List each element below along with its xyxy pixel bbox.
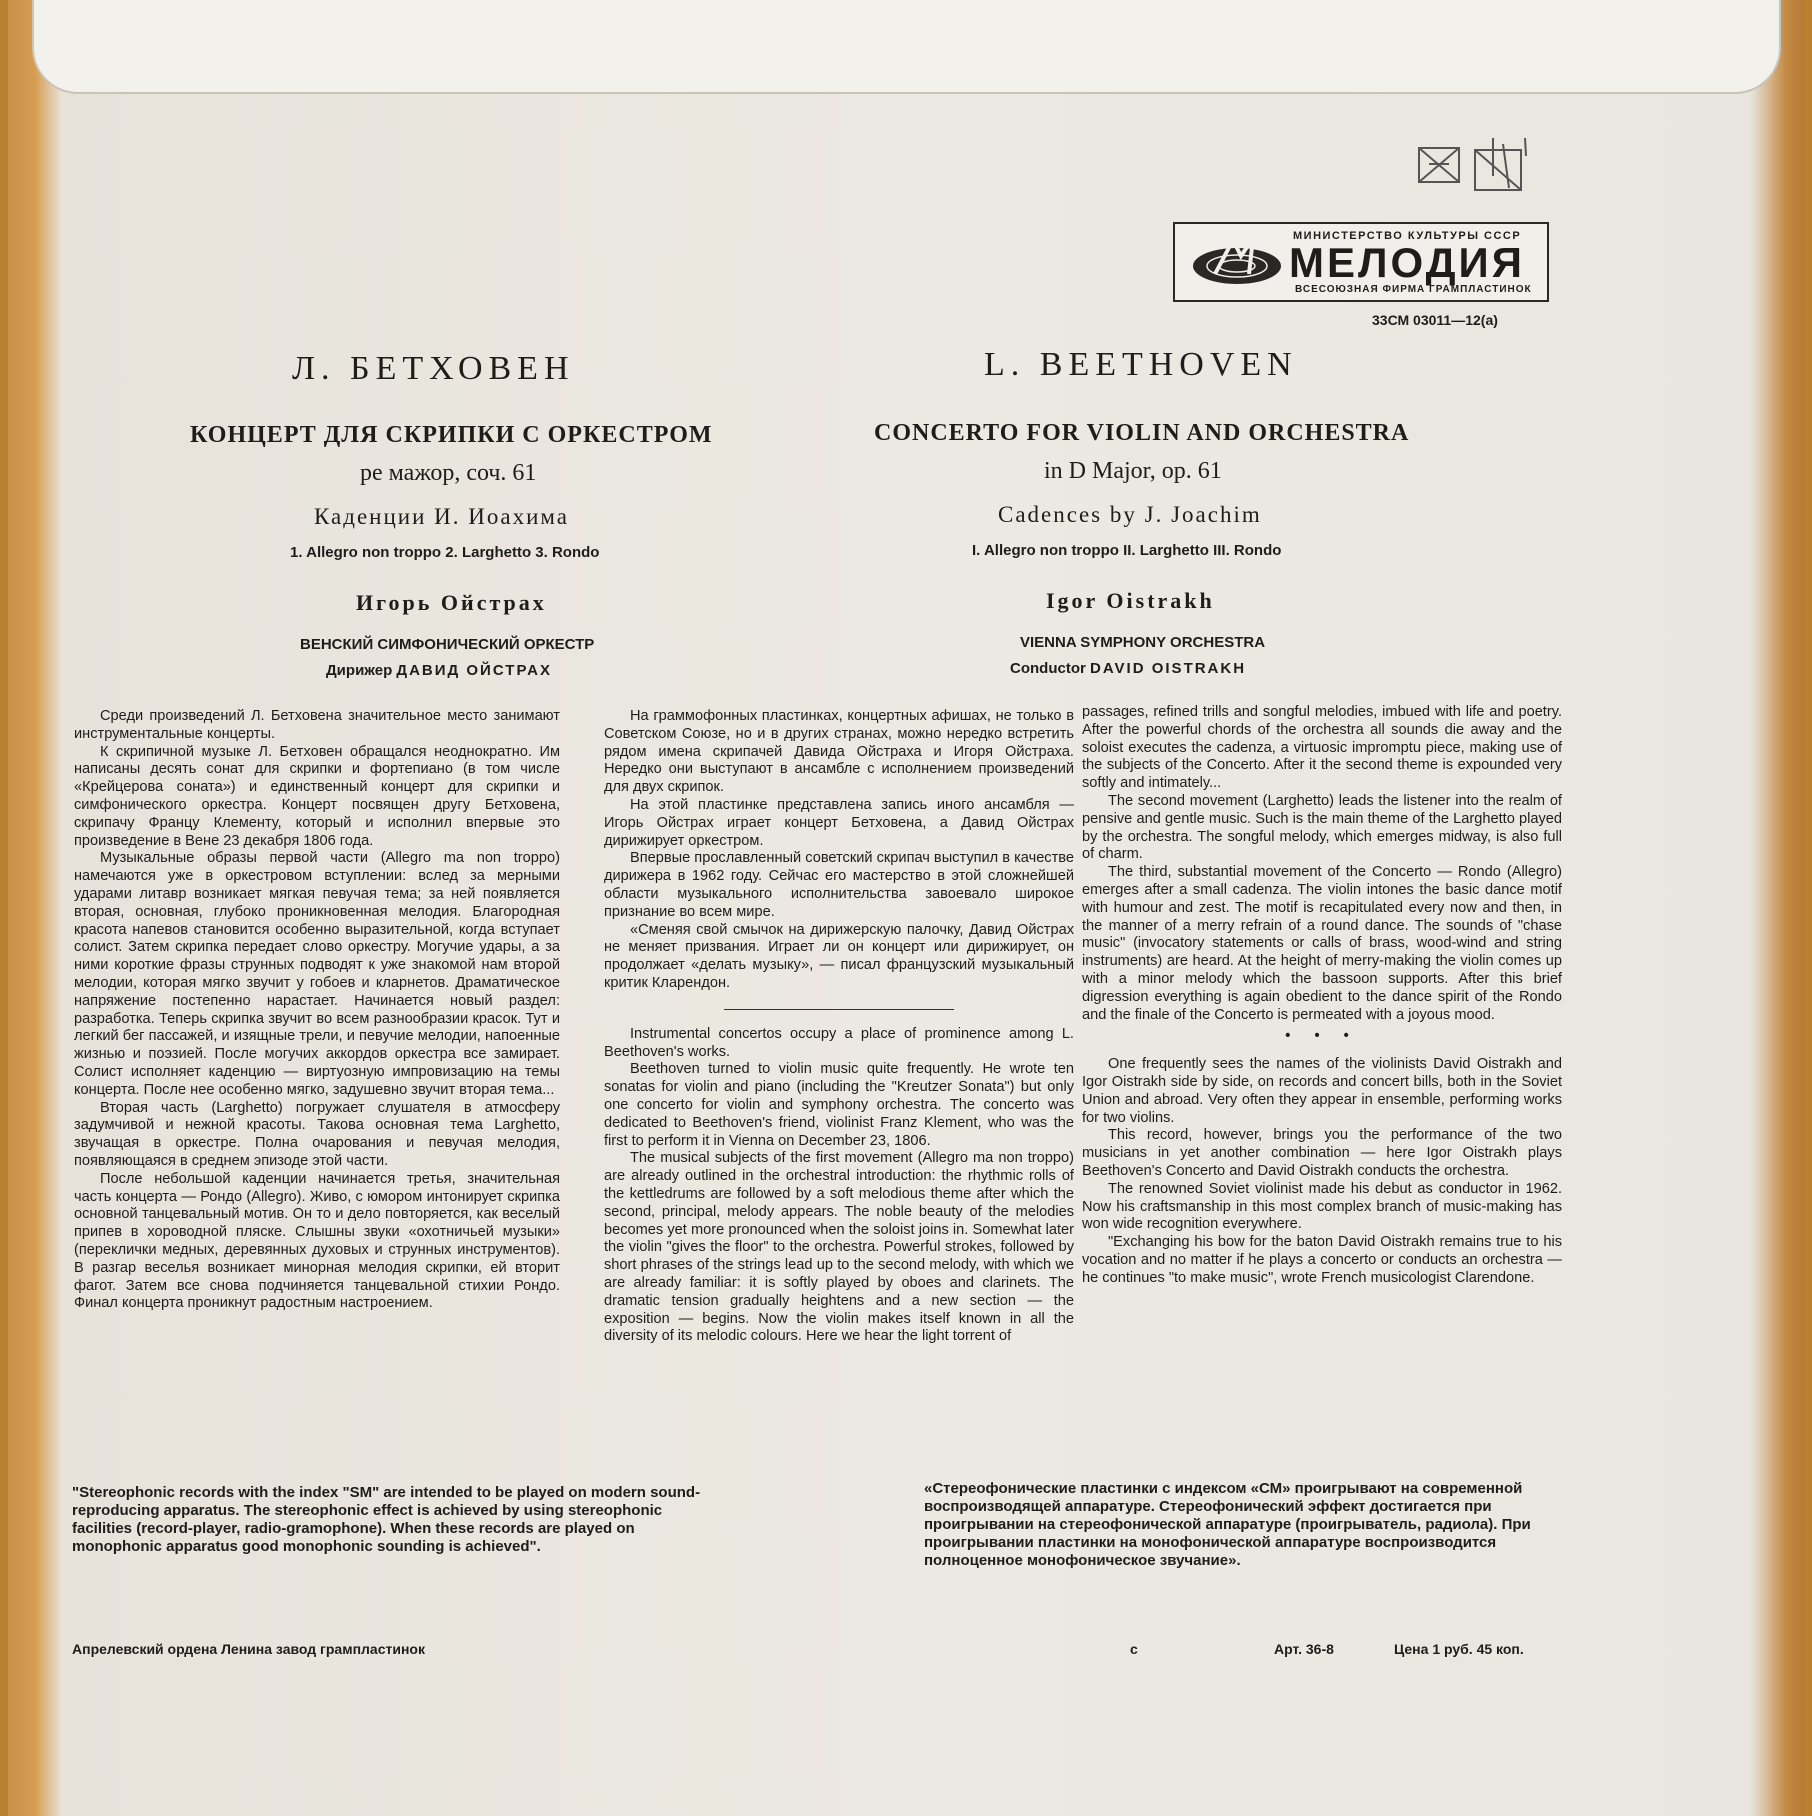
melodiya-logo — [1173, 222, 1549, 302]
paragraph: This record, however, brings you the performance of the two musicians in yet another combination — here Igor Oistrakh plays Beethoven's Concerto and David Oistrakh conducts the orchestra. — [1082, 1127, 1562, 1179]
paragraph: Музыкальные образы первой части (Allegro ma non troppo) намечаются уже в оркестровом вступлении: вслед за мерными ударами литавр возникает мягкая певучая тема; за ней появляется вторая, основная, глубоко проникновенная мелодия. Благородная красота напевов становится особенно выразительной, когда вступает солист. Затем скрипка передает слово оркестру. Могучие удары, а за ними короткие фразы струнных подводят к уже знакомой нам второй мелодии, которая мягко звучит у гобоев и кларнетов. Драматическое напряжение постепенно нарастает. Начинается новый раздел: разработка. Теперь скрипка звучит во всем разнообразии красок. Тут и легкий бег пассажей, и изящные трели, и певучие мелодии, напоенные жизнью и поэзией. После могучих аккордов оркестра все замирает. Солист исполняет каденцию — виртуозную импровизацию на темы концерта. После нее особенно мягко, задушевно звучит вторая тема... — [74, 850, 560, 1098]
composer-en: L. BEETHOVEN — [984, 346, 1298, 383]
article-number: Арт. 36-8 — [1274, 1641, 1334, 1657]
notes-column-ru-1 — [74, 708, 560, 1313]
melodiya-record-icon — [1187, 234, 1283, 290]
conductor-name-en: DAVID OISTRAKH — [1090, 660, 1247, 677]
orchestra-ru: ВЕНСКИЙ СИМФОНИЧЕСКИЙ ОРКЕСТР — [300, 636, 595, 653]
work-key-ru: ре мажор, соч. 61 — [360, 460, 537, 486]
notes-column-2 — [604, 708, 1074, 1346]
paragraph: К скрипичной музыке Л. Бетховен обращался неоднократно. Им написаны десять сонат для скрипки и фортепиано (в том числе «Крейцерова соната») и единственный концерт для скрипки и симфонического оркестра. Концерт посвящен другу Бетховена, скрипачу Францу Клементу, который и исполнил впервые это произведение в Вене 23 декабря 1806 года. — [74, 743, 560, 849]
conductor-label-en: Conductor — [1010, 660, 1086, 677]
paragraph: The second movement (Larghetto) leads the listener into the realm of pensive and gentle music. Such is the main theme of the Larghetto played by the orchestra. The songful melody, which emerges midway, is also full of charm. — [1082, 792, 1562, 863]
cadenzas-en: Cadences by J. Joachim — [998, 502, 1262, 527]
catalog-number: 33СМ 03011—12(а) — [1372, 312, 1498, 328]
label-name: МЕЛОДИЯ — [1289, 239, 1525, 286]
section-divider — [724, 1009, 954, 1010]
footer-letter: с — [1130, 1641, 1138, 1657]
paragraph: "Exchanging his bow for the baton David Oistrakh remains true to his vocation and no matter if he plays a concerto or conducts an orchestra — he continues "to make music", wrote French musicologist Clarendone. — [1082, 1234, 1562, 1286]
paragraph: На этой пластинке представлена запись иного ансамбля — Игорь Ойстрах играет концерт Бетховена, а Давид Ойстрах дирижирует оркестром. — [604, 796, 1074, 849]
conductor-name-ru: ДАВИД ОЙСТРАХ — [396, 662, 552, 679]
paragraph: «Сменяя свой смычок на дирижерскую палочку, Давид Ойстрах не меняет призвания. Играет ли он концерт или дирижирует, он продолжает «делать музыку», — писал французский музыкальный критик Кларендон. — [604, 921, 1074, 991]
pencil-check-marks — [1413, 136, 1573, 196]
firm-line: ВСЕСОЮЗНАЯ ФИРМА ГРАМПЛАСТИНОК — [1295, 284, 1532, 295]
section-separator: • • • — [1285, 1028, 1359, 1045]
paragraph: Beethoven turned to violin music quite frequently. He wrote ten sonatas for violin and piano (including the "Kreutzer Sonata") but only one concerto for violin and symphony orchestra. The concerto was dedicated to Beethoven's friend, violinist Franz Klement, who was the first to perform it in Vienna on December 23, 1806. — [604, 1061, 1074, 1149]
stereo-note-en: "Stereophonic records with the index "SM" are intended to be played on modern sound-reproducing apparatus. The stereophonic effect is achieved by using stereophonic facilities (record-player, radio-gramophone). When these records are played on monophonic apparatus good monophonic sounding is achieved". — [72, 1484, 701, 1555]
soloist-en: Igor Oistrakh — [1046, 588, 1215, 613]
paragraph: The musical subjects of the first movement (Allegro ma non troppo) are already outlined in the orchestral introduction: the rhythmic rolls of the kettledrums are followed by a soft melodious theme after which the second, principal, melody appears. The noble beauty of the melodies becomes yet more pronounced when the soloist joins in. Somewhat later the violin "gives the floor" to the orchestra. Powerful strokes, followed by short phrases of the strings lead up to the second melody, with which we are already familiar: it is softly played by oboes and clarinets. The dramatic tension gradually heightens and a new section — the exposition — begins. Now the violin makes itself known in all the diversity of its melodic colours. Here we hear the light torrent of — [604, 1150, 1074, 1345]
work-title-ru: КОНЦЕРТ ДЛЯ СКРИПКИ С ОРКЕСТРОМ — [190, 422, 713, 448]
notes-column-en-3 — [1082, 704, 1562, 1288]
movements-ru: 1. Allegro non troppo 2. Larghetto 3. Rondo — [290, 544, 600, 561]
paragraph: Instrumental concertos occupy a place of prominence among L. Beethoven's works. — [604, 1025, 1074, 1060]
orchestra-en: VIENNA SYMPHONY ORCHESTRA — [1020, 634, 1266, 651]
ministry-line: МИНИСТЕРСТВО КУЛЬТУРЫ СССР — [1293, 230, 1522, 242]
movements-en: I. Allegro non troppo II. Larghetto III. Rondo — [972, 542, 1282, 559]
paragraph: The third, substantial movement of the Concerto — Rondo (Allegro) emerges after a small cadenza. The violin intones the basic dance motif with humour and zest. The motif is recapitulated every now and then, in the manner of a merry refrain of a round dance. The sounds of "chase music" (invocatory statements or calls of brass, wood-wind and string instruments) are heard. At the height of merry-making the violin comes up with a minor melody which the bassoon supports. After this brief digression everything is again obedient to the dance spirit of the Rondo and the finale of the Concerto is permeated with a joyous mood. — [1082, 864, 1562, 1023]
conductor-en — [1010, 660, 1246, 677]
work-key-en: in D Major, op. 61 — [1044, 458, 1222, 484]
sleeve-content — [20, 20, 1792, 1800]
paragraph: Впервые прославленный советский скрипач выступил в качестве дирижера в 1962 году. Сейчас его мастерство в этой сложнейшей области музыкального исполнительства завоевало широкое признание во всем мире. — [604, 850, 1074, 920]
paragraph: One frequently sees the names of the violinists David Oistrakh and Igor Oistrakh side by side, on records and concert bills, both in the Soviet Union and abroad. Very often they appear in ensemble, performing works for two violins. — [1082, 1056, 1562, 1126]
conductor-ru — [326, 662, 552, 679]
paragraph: Среди произведений Л. Бетховена значительное место занимают инструментальные концерты. — [74, 708, 560, 742]
paragraph: После небольшой каденции начинается третья, значительная часть концерта — Рондо (Allegro). Живо, с юмором интонирует скрипка основной танцевальный мотив. Он то и дело повторяется, как веселый припев в хороводной пляске. Слышны звуки «охотничьей музыки» (переклички медных, деревянных духовых и струнных инструментов). В разгар веселья возникает минорная мелодия скрипки, ей вторит фагот. Затем все снова подчиняется танцевальной стихии Рондо. Финал концерта проникнут радостным настроением. — [74, 1170, 560, 1312]
soloist-ru: Игорь Ойстрах — [356, 590, 547, 615]
paragraph: The renowned Soviet violinist made his debut as conductor in 1962. Now his craftsmanship in this most complex branch of music-making has won wide recognition everywhere. — [1082, 1180, 1562, 1233]
cadenzas-ru: Каденции И. Иоахима — [314, 504, 569, 529]
pressing-plant: Апрелевский ордена Ленина завод грампластинок — [72, 1641, 425, 1657]
conductor-label-ru: Дирижер — [326, 662, 393, 679]
price: Цена 1 руб. 45 коп. — [1394, 1641, 1524, 1657]
paragraph: passages, refined trills and songful melodies, imbued with life and poetry. After the powerful chords of the orchestra all sounds die away and the soloist executes the cadenza, a virtuosic impromptu piece, making use of the subjects of the Concerto. After it the second theme is expounded very softly and intimately... — [1082, 704, 1562, 792]
paragraph: Вторая часть (Larghetto) погружает слушателя в атмосферу задумчивой и нежной красоты. Такова основная тема Larghetto, звучащая в оркестре. Полна очарования и певучая мелодия, появляющаяся в среднем эпизоде этой части. — [74, 1099, 560, 1169]
paragraph: На граммофонных пластинках, концертных афишах, не только в Советском Союзе, но и в других странах, можно нередко встретить рядом имена скрипачей Давида Ойстраха и Игоря Ойстраха. Нередко они выступают в ансамбле с исполнением произведений для двух скрипок. — [604, 708, 1074, 796]
composer-ru: Л. БЕТХОВЕН — [292, 350, 575, 387]
work-title-en: CONCERTO FOR VIOLIN AND ORCHESTRA — [874, 420, 1410, 446]
stereo-note-ru: «Стереофонические пластинки с индексом «СМ» проигрывают на современной воспроизводящей аппаратуре. Стереофонический эффект достигается при проигрывании на стереофонической аппаратуре (проигрыватель, радиола). При проигрывании пластинки на монофонической аппаратуре воспроизводится полноценное монофоническое звучание». — [924, 1480, 1531, 1569]
